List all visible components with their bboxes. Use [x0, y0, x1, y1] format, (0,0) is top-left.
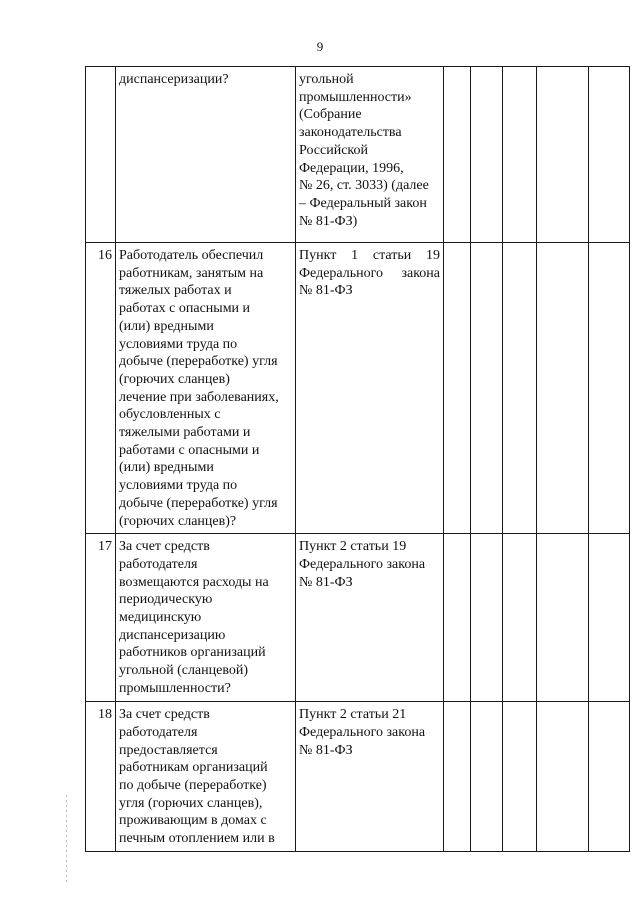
notes-cell[interactable]	[537, 243, 589, 534]
answer-yes-cell[interactable]	[444, 534, 471, 702]
answer-yes-cell[interactable]	[444, 67, 471, 243]
answer-no-cell[interactable]	[471, 243, 503, 534]
answer-not-applicable-cell[interactable]	[503, 534, 537, 702]
table-row	[86, 702, 630, 852]
question-cell: За счет средств работодателя предоставляется работникам организаций по добыче (переработке) угля (горючих сланцев), проживающим в домах с печным отоплением или в	[116, 702, 296, 852]
remarks-cell[interactable]	[589, 67, 630, 243]
answer-no-cell[interactable]	[471, 534, 503, 702]
answer-yes-cell[interactable]	[444, 243, 471, 534]
checklist-table	[85, 66, 630, 852]
question-cell: За счет средств работодателя возмещаются расходы на периодическую медицинскую диспансеризацию работников организаций угольной (сланцевой) промышленности?	[116, 534, 296, 702]
answer-not-applicable-cell[interactable]	[503, 243, 537, 534]
row-number: 17	[86, 534, 116, 702]
row-number	[86, 67, 116, 243]
notes-cell[interactable]	[537, 67, 589, 243]
page-number: 9	[316, 39, 324, 54]
question-cell: Работодатель обеспечил работникам, занятым на тяжелых работах и работах с опасными и (или) вредными условиями труда по добыче (переработке) угля (горючих сланцев) лечение при заболеваниях, обусловленных с тяжелыми работами и работами с опасными и (или) вредными условиями труда по добыче (переработке) угля (горючих сланцев)?	[116, 243, 296, 534]
question-cell: диспансеризации?	[116, 67, 296, 243]
remarks-cell[interactable]	[589, 702, 630, 852]
answer-not-applicable-cell[interactable]	[503, 702, 537, 852]
row-number: 18	[86, 702, 116, 852]
answer-yes-cell[interactable]	[444, 702, 471, 852]
legal-reference-cell: угольной промышленности» (Собрание законодательства Российской Федерации, 1996, № 26, ст. 3033) (далее – Федеральный закон № 81-ФЗ)	[296, 67, 444, 243]
legal-reference-cell: Пункт 2 статьи 19 Федерального закона № 81-ФЗ	[296, 534, 444, 702]
answer-no-cell[interactable]	[471, 702, 503, 852]
remarks-cell[interactable]	[589, 243, 630, 534]
scan-margin-mark	[66, 795, 67, 885]
legal-reference-cell: Пункт 2 статьи 21 Федерального закона № 81-ФЗ	[296, 702, 444, 852]
table-row	[86, 67, 630, 243]
table-row	[86, 243, 630, 534]
row-number: 16	[86, 243, 116, 534]
table-row	[86, 534, 630, 702]
legal-reference-cell: Пункт 1 статьи 19 Федерального закона № 81-ФЗ	[296, 243, 444, 534]
answer-not-applicable-cell[interactable]	[503, 67, 537, 243]
notes-cell[interactable]	[537, 702, 589, 852]
notes-cell[interactable]	[537, 534, 589, 702]
answer-no-cell[interactable]	[471, 67, 503, 243]
remarks-cell[interactable]	[589, 534, 630, 702]
